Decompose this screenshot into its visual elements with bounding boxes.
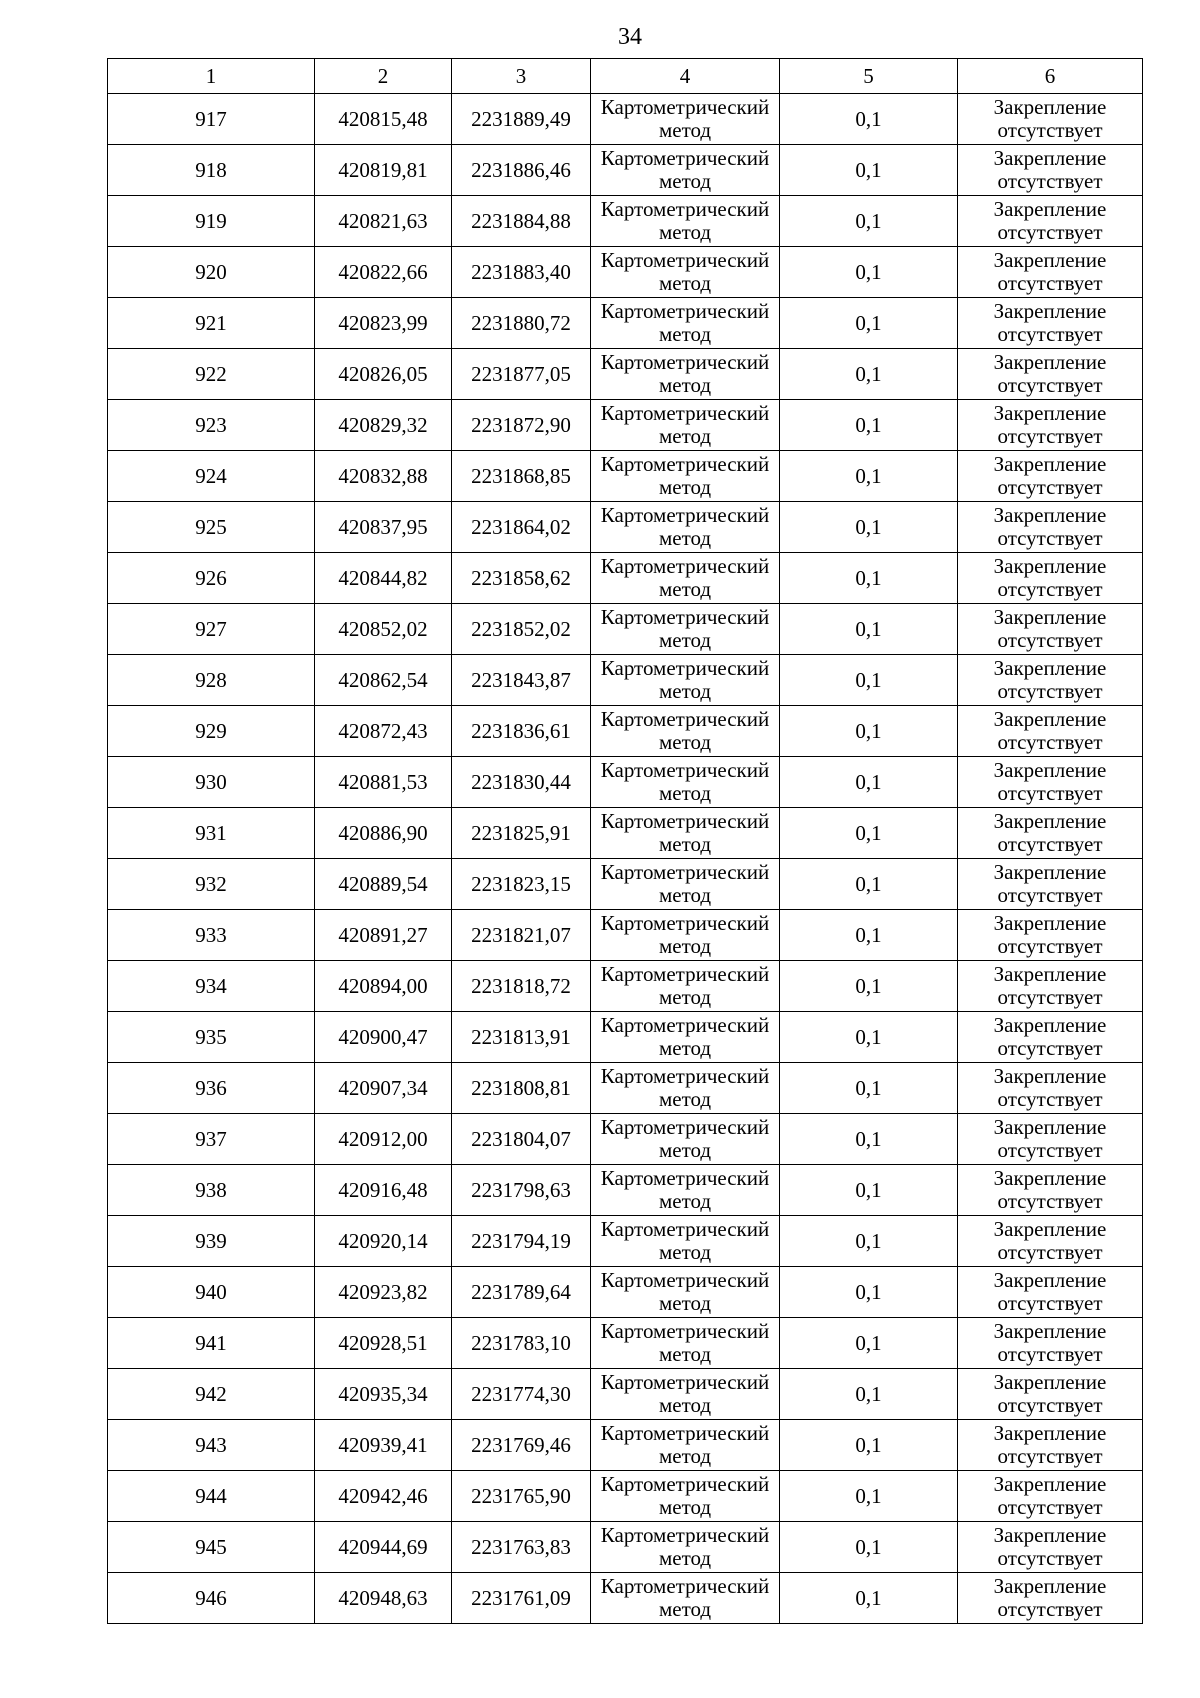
table-row [108,1165,1143,1216]
x-coordinate-cell: 420912,00 [315,1114,452,1165]
x-coordinate-cell: 420944,69 [315,1522,452,1573]
table-row [108,808,1143,859]
x-coordinate-cell: 420822,66 [315,247,452,298]
column-header-5: 5 [780,59,958,94]
fixation-cell: Закрепление отсутствует [958,706,1143,757]
x-coordinate-cell: 420832,88 [315,451,452,502]
point-number-cell: 938 [108,1165,315,1216]
fixation-cell: Закрепление отсутствует [958,1471,1143,1522]
y-coordinate-cell: 2231794,19 [452,1216,591,1267]
accuracy-cell: 0,1 [780,1522,958,1573]
point-number-cell: 936 [108,1063,315,1114]
table-header [108,59,1143,94]
fixation-cell: Закрепление отсутствует [958,1522,1143,1573]
fixation-cell: Закрепление отсутствует [958,349,1143,400]
method-cell: Картометрический метод [591,247,780,298]
column-header-3: 3 [452,59,591,94]
fixation-cell: Закрепление отсутствует [958,910,1143,961]
fixation-cell: Закрепление отсутствует [958,604,1143,655]
x-coordinate-cell: 420891,27 [315,910,452,961]
table-row [108,247,1143,298]
fixation-cell: Закрепление отсутствует [958,1012,1143,1063]
page-number: 34 [618,24,642,50]
accuracy-cell: 0,1 [780,553,958,604]
accuracy-cell: 0,1 [780,1216,958,1267]
table-row [108,1369,1143,1420]
y-coordinate-cell: 2231804,07 [452,1114,591,1165]
point-number-cell: 921 [108,298,315,349]
method-cell: Картометрический метод [591,1165,780,1216]
point-number-cell: 924 [108,451,315,502]
table-row [108,1471,1143,1522]
fixation-cell: Закрепление отсутствует [958,145,1143,196]
coordinates-table [107,58,1143,1624]
accuracy-cell: 0,1 [780,145,958,196]
x-coordinate-cell: 420889,54 [315,859,452,910]
y-coordinate-cell: 2231783,10 [452,1318,591,1369]
y-coordinate-cell: 2231843,87 [452,655,591,706]
accuracy-cell: 0,1 [780,298,958,349]
table-row [108,1114,1143,1165]
fixation-cell: Закрепление отсутствует [958,298,1143,349]
table-row [108,502,1143,553]
y-coordinate-cell: 2231818,72 [452,961,591,1012]
table-row [108,1063,1143,1114]
y-coordinate-cell: 2231774,30 [452,1369,591,1420]
point-number-cell: 937 [108,1114,315,1165]
y-coordinate-cell: 2231798,63 [452,1165,591,1216]
y-coordinate-cell: 2231836,61 [452,706,591,757]
fixation-cell: Закрепление отсутствует [958,808,1143,859]
fixation-cell: Закрепление отсутствует [958,1573,1143,1624]
accuracy-cell: 0,1 [780,94,958,145]
method-cell: Картометрический метод [591,910,780,961]
method-cell: Картометрический метод [591,1063,780,1114]
y-coordinate-cell: 2231880,72 [452,298,591,349]
fixation-cell: Закрепление отсутствует [958,502,1143,553]
table-row [108,1420,1143,1471]
column-header-6: 6 [958,59,1143,94]
point-number-cell: 920 [108,247,315,298]
x-coordinate-cell: 420872,43 [315,706,452,757]
fixation-cell: Закрепление отсутствует [958,553,1143,604]
point-number-cell: 926 [108,553,315,604]
fixation-cell: Закрепление отсутствует [958,1114,1143,1165]
fixation-cell: Закрепление отсутствует [958,961,1143,1012]
point-number-cell: 931 [108,808,315,859]
x-coordinate-cell: 420823,99 [315,298,452,349]
table-row [108,859,1143,910]
fixation-cell: Закрепление отсутствует [958,196,1143,247]
x-coordinate-cell: 420923,82 [315,1267,452,1318]
y-coordinate-cell: 2231813,91 [452,1012,591,1063]
column-header-2: 2 [315,59,452,94]
x-coordinate-cell: 420844,82 [315,553,452,604]
fixation-cell: Закрепление отсутствует [958,94,1143,145]
fixation-cell: Закрепление отсутствует [958,451,1143,502]
fixation-cell: Закрепление отсутствует [958,247,1143,298]
point-number-cell: 943 [108,1420,315,1471]
accuracy-cell: 0,1 [780,451,958,502]
point-number-cell: 944 [108,1471,315,1522]
x-coordinate-cell: 420862,54 [315,655,452,706]
accuracy-cell: 0,1 [780,1063,958,1114]
fixation-cell: Закрепление отсутствует [958,1165,1143,1216]
point-number-cell: 930 [108,757,315,808]
method-cell: Картометрический метод [591,961,780,1012]
point-number-cell: 922 [108,349,315,400]
table-row [108,757,1143,808]
y-coordinate-cell: 2231823,15 [452,859,591,910]
fixation-cell: Закрепление отсутствует [958,1063,1143,1114]
method-cell: Картометрический метод [591,349,780,400]
point-number-cell: 945 [108,1522,315,1573]
method-cell: Картометрический метод [591,400,780,451]
point-number-cell: 933 [108,910,315,961]
accuracy-cell: 0,1 [780,655,958,706]
method-cell: Картометрический метод [591,859,780,910]
table-row [108,196,1143,247]
table-row [108,451,1143,502]
table-row [108,94,1143,145]
table-row [108,145,1143,196]
accuracy-cell: 0,1 [780,400,958,451]
y-coordinate-cell: 2231761,09 [452,1573,591,1624]
method-cell: Картометрический метод [591,451,780,502]
accuracy-cell: 0,1 [780,808,958,859]
method-cell: Картометрический метод [591,1012,780,1063]
y-coordinate-cell: 2231769,46 [452,1420,591,1471]
y-coordinate-cell: 2231883,40 [452,247,591,298]
point-number-cell: 928 [108,655,315,706]
y-coordinate-cell: 2231821,07 [452,910,591,961]
accuracy-cell: 0,1 [780,706,958,757]
accuracy-cell: 0,1 [780,1267,958,1318]
table-row [108,298,1143,349]
x-coordinate-cell: 420837,95 [315,502,452,553]
accuracy-cell: 0,1 [780,1165,958,1216]
y-coordinate-cell: 2231864,02 [452,502,591,553]
table-row [108,1267,1143,1318]
point-number-cell: 946 [108,1573,315,1624]
column-header-1: 1 [108,59,315,94]
x-coordinate-cell: 420881,53 [315,757,452,808]
y-coordinate-cell: 2231872,90 [452,400,591,451]
x-coordinate-cell: 420900,47 [315,1012,452,1063]
accuracy-cell: 0,1 [780,910,958,961]
table-row [108,1522,1143,1573]
point-number-cell: 919 [108,196,315,247]
y-coordinate-cell: 2231858,62 [452,553,591,604]
x-coordinate-cell: 420829,32 [315,400,452,451]
table-row [108,1318,1143,1369]
point-number-cell: 942 [108,1369,315,1420]
method-cell: Картометрический метод [591,553,780,604]
fixation-cell: Закрепление отсутствует [958,1369,1143,1420]
fixation-cell: Закрепление отсутствует [958,859,1143,910]
point-number-cell: 935 [108,1012,315,1063]
accuracy-cell: 0,1 [780,859,958,910]
method-cell: Картометрический метод [591,145,780,196]
y-coordinate-cell: 2231825,91 [452,808,591,859]
method-cell: Картометрический метод [591,1267,780,1318]
x-coordinate-cell: 420852,02 [315,604,452,655]
table-row [108,349,1143,400]
y-coordinate-cell: 2231868,85 [452,451,591,502]
accuracy-cell: 0,1 [780,1471,958,1522]
table-row [108,1573,1143,1624]
point-number-cell: 932 [108,859,315,910]
header-row [108,59,1143,94]
y-coordinate-cell: 2231808,81 [452,1063,591,1114]
method-cell: Картометрический метод [591,808,780,859]
y-coordinate-cell: 2231877,05 [452,349,591,400]
x-coordinate-cell: 420907,34 [315,1063,452,1114]
x-coordinate-cell: 420928,51 [315,1318,452,1369]
y-coordinate-cell: 2231889,49 [452,94,591,145]
table-row [108,604,1143,655]
accuracy-cell: 0,1 [780,1369,958,1420]
method-cell: Картометрический метод [591,1216,780,1267]
column-header-4: 4 [591,59,780,94]
y-coordinate-cell: 2231852,02 [452,604,591,655]
method-cell: Картометрический метод [591,604,780,655]
method-cell: Картометрический метод [591,1369,780,1420]
point-number-cell: 923 [108,400,315,451]
method-cell: Картометрический метод [591,196,780,247]
method-cell: Картометрический метод [591,655,780,706]
accuracy-cell: 0,1 [780,247,958,298]
x-coordinate-cell: 420916,48 [315,1165,452,1216]
table-row [108,910,1143,961]
accuracy-cell: 0,1 [780,1420,958,1471]
accuracy-cell: 0,1 [780,1573,958,1624]
point-number-cell: 941 [108,1318,315,1369]
method-cell: Картометрический метод [591,706,780,757]
point-number-cell: 929 [108,706,315,757]
point-number-cell: 917 [108,94,315,145]
accuracy-cell: 0,1 [780,604,958,655]
point-number-cell: 927 [108,604,315,655]
table-row [108,400,1143,451]
x-coordinate-cell: 420815,48 [315,94,452,145]
x-coordinate-cell: 420942,46 [315,1471,452,1522]
table-row [108,1012,1143,1063]
fixation-cell: Закрепление отсутствует [958,1267,1143,1318]
fixation-cell: Закрепление отсутствует [958,1318,1143,1369]
x-coordinate-cell: 420939,41 [315,1420,452,1471]
point-number-cell: 925 [108,502,315,553]
accuracy-cell: 0,1 [780,757,958,808]
accuracy-cell: 0,1 [780,1318,958,1369]
fixation-cell: Закрепление отсутствует [958,1216,1143,1267]
fixation-cell: Закрепление отсутствует [958,655,1143,706]
method-cell: Картометрический метод [591,1318,780,1369]
accuracy-cell: 0,1 [780,502,958,553]
y-coordinate-cell: 2231763,83 [452,1522,591,1573]
method-cell: Картометрический метод [591,1471,780,1522]
method-cell: Картометрический метод [591,94,780,145]
accuracy-cell: 0,1 [780,1012,958,1063]
point-number-cell: 918 [108,145,315,196]
fixation-cell: Закрепление отсутствует [958,1420,1143,1471]
point-number-cell: 934 [108,961,315,1012]
accuracy-cell: 0,1 [780,1114,958,1165]
x-coordinate-cell: 420920,14 [315,1216,452,1267]
x-coordinate-cell: 420948,63 [315,1573,452,1624]
point-number-cell: 939 [108,1216,315,1267]
method-cell: Картометрический метод [591,1420,780,1471]
table-row [108,1216,1143,1267]
x-coordinate-cell: 420826,05 [315,349,452,400]
accuracy-cell: 0,1 [780,196,958,247]
fixation-cell: Закрепление отсутствует [958,400,1143,451]
point-number-cell: 940 [108,1267,315,1318]
table-row [108,553,1143,604]
method-cell: Картометрический метод [591,757,780,808]
table-body [108,94,1143,1624]
y-coordinate-cell: 2231830,44 [452,757,591,808]
fixation-cell: Закрепление отсутствует [958,757,1143,808]
x-coordinate-cell: 420935,34 [315,1369,452,1420]
method-cell: Картометрический метод [591,298,780,349]
x-coordinate-cell: 420886,90 [315,808,452,859]
x-coordinate-cell: 420819,81 [315,145,452,196]
x-coordinate-cell: 420821,63 [315,196,452,247]
table-row [108,706,1143,757]
x-coordinate-cell: 420894,00 [315,961,452,1012]
method-cell: Картометрический метод [591,1573,780,1624]
y-coordinate-cell: 2231765,90 [452,1471,591,1522]
y-coordinate-cell: 2231884,88 [452,196,591,247]
accuracy-cell: 0,1 [780,961,958,1012]
y-coordinate-cell: 2231886,46 [452,145,591,196]
y-coordinate-cell: 2231789,64 [452,1267,591,1318]
table-row [108,655,1143,706]
method-cell: Картометрический метод [591,1522,780,1573]
method-cell: Картометрический метод [591,502,780,553]
accuracy-cell: 0,1 [780,349,958,400]
method-cell: Картометрический метод [591,1114,780,1165]
table-row [108,961,1143,1012]
